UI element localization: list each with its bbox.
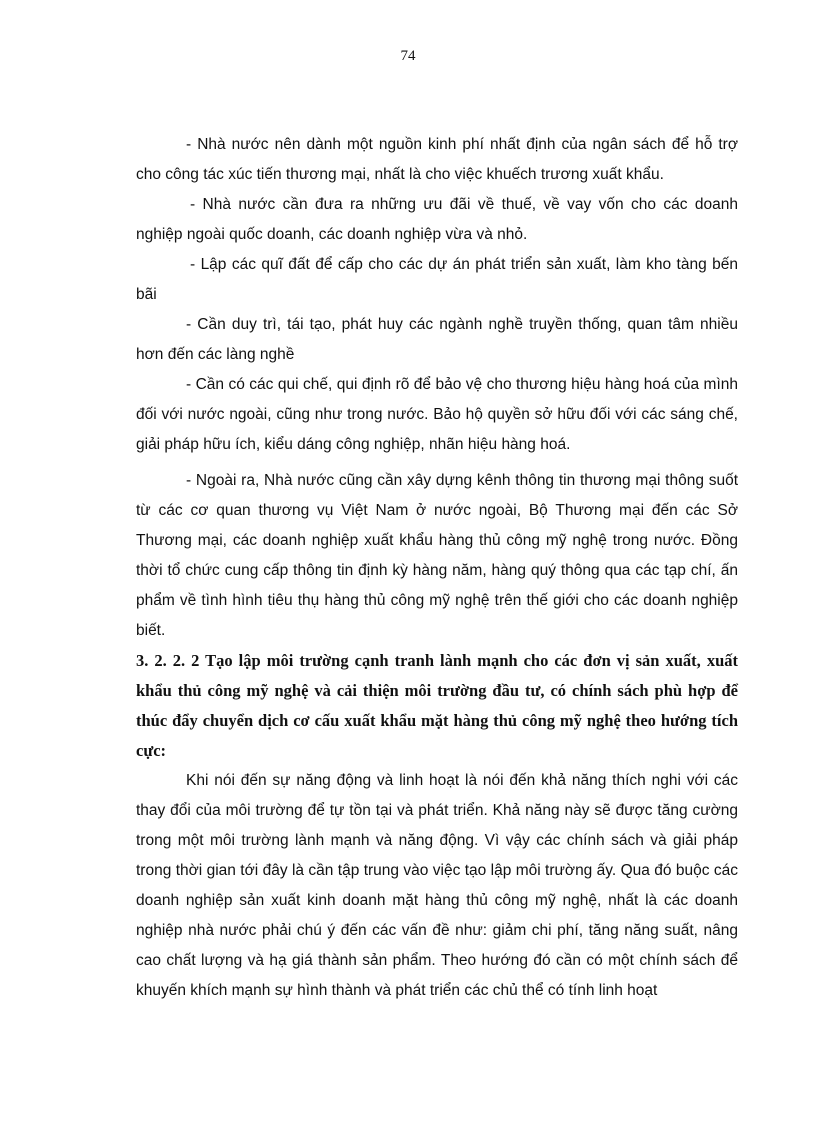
paragraph-land-funds: - Lập các quĩ đất để cấp cho các dự án phát triển sản xuất, làm kho tàng bến bãi bbox=[136, 256, 738, 303]
paragraph-brand-protection: - Cần có các qui chế, qui định rõ để bảo vệ cho thương hiệu hàng hoá của mình đối với nước ngoài, cũng như trong nước. Bảo hộ quyền sở hữu đối với các sáng chế, giải pháp hữu ích, kiểu dáng công nghiệp, nhãn hiệu hàng hoá. bbox=[136, 376, 738, 453]
paragraph-tax-incentives: - Nhà nước cần đưa ra những ưu đãi về thuế, về vay vốn cho các doanh nghiệp ngoài quốc doanh, các doanh nghiệp vừa và nhỏ. bbox=[136, 196, 738, 243]
paragraph-competitive-environment: Khi nói đến sự năng động và linh hoạt là nói đến khả năng thích nghi với các thay đổi của môi trường để tự tồn tại và phát triển. Khả năng này sẽ được tăng cường trong một môi trường lành mạnh và năng động. Vì vậy các chính sách và giải pháp trong thời gian tới đây là cần tập trung vào việc tạo lập môi trường ấy. Qua đó buộc các doanh nghiệp sản xuất kinh doanh mặt hàng thủ công mỹ nghệ, nhất là các doanh nghiệp nhà nước phải chú ý đến các vấn đề như: giảm chi phí, tăng năng suất, nâng cao chất lượng và hạ giá thành sản phẩm. Theo hướng đó cần có một chính sách để khuyến khích mạnh sự hình thành và phát triển các chủ thể có tính linh hoạt bbox=[136, 772, 738, 999]
paragraph-information-channel: - Ngoài ra, Nhà nước cũng cần xây dựng kênh thông tin thương mại thông suốt từ các cơ quan thương vụ Việt Nam ở nước ngoài, Bộ Thương mại đến các Sở Thương mại, các doanh nghiệp xuất khẩu hàng thủ công mỹ nghệ trong nước. Đồng thời tổ chức cung cấp thông tin định kỳ hàng năm, hàng quý thông qua các tạp chí, ấn phẩm về tình hình tiêu thụ hàng thủ công mỹ nghệ trên thế giới cho các doanh nghiệp biết. bbox=[136, 472, 738, 639]
page-content bbox=[136, 130, 738, 1006]
page-number: 74 bbox=[400, 48, 416, 64]
paragraph-traditional-crafts: - Cần duy trì, tái tạo, phát huy các ngành nghề truyền thống, quan tâm nhiều hơn đến các làng nghề bbox=[136, 316, 738, 363]
section-heading: 3. 2. 2. 2 Tạo lập môi trường cạnh tranh lành mạnh cho các đơn vị sản xuất, xuất khẩu thủ công mỹ nghệ và cải thiện môi trường đầu tư, có chính sách phù hợp để thúc đẩy chuyển dịch cơ cấu xuất khẩu mặt hàng thủ công mỹ nghệ theo hướng tích cực: bbox=[136, 651, 738, 760]
paragraph-budget-support: - Nhà nước nên dành một nguồn kinh phí nhất định của ngân sách để hỗ trợ cho công tác xúc tiến thương mại, nhất là cho việc khuếch trương xuất khẩu. bbox=[136, 136, 738, 183]
